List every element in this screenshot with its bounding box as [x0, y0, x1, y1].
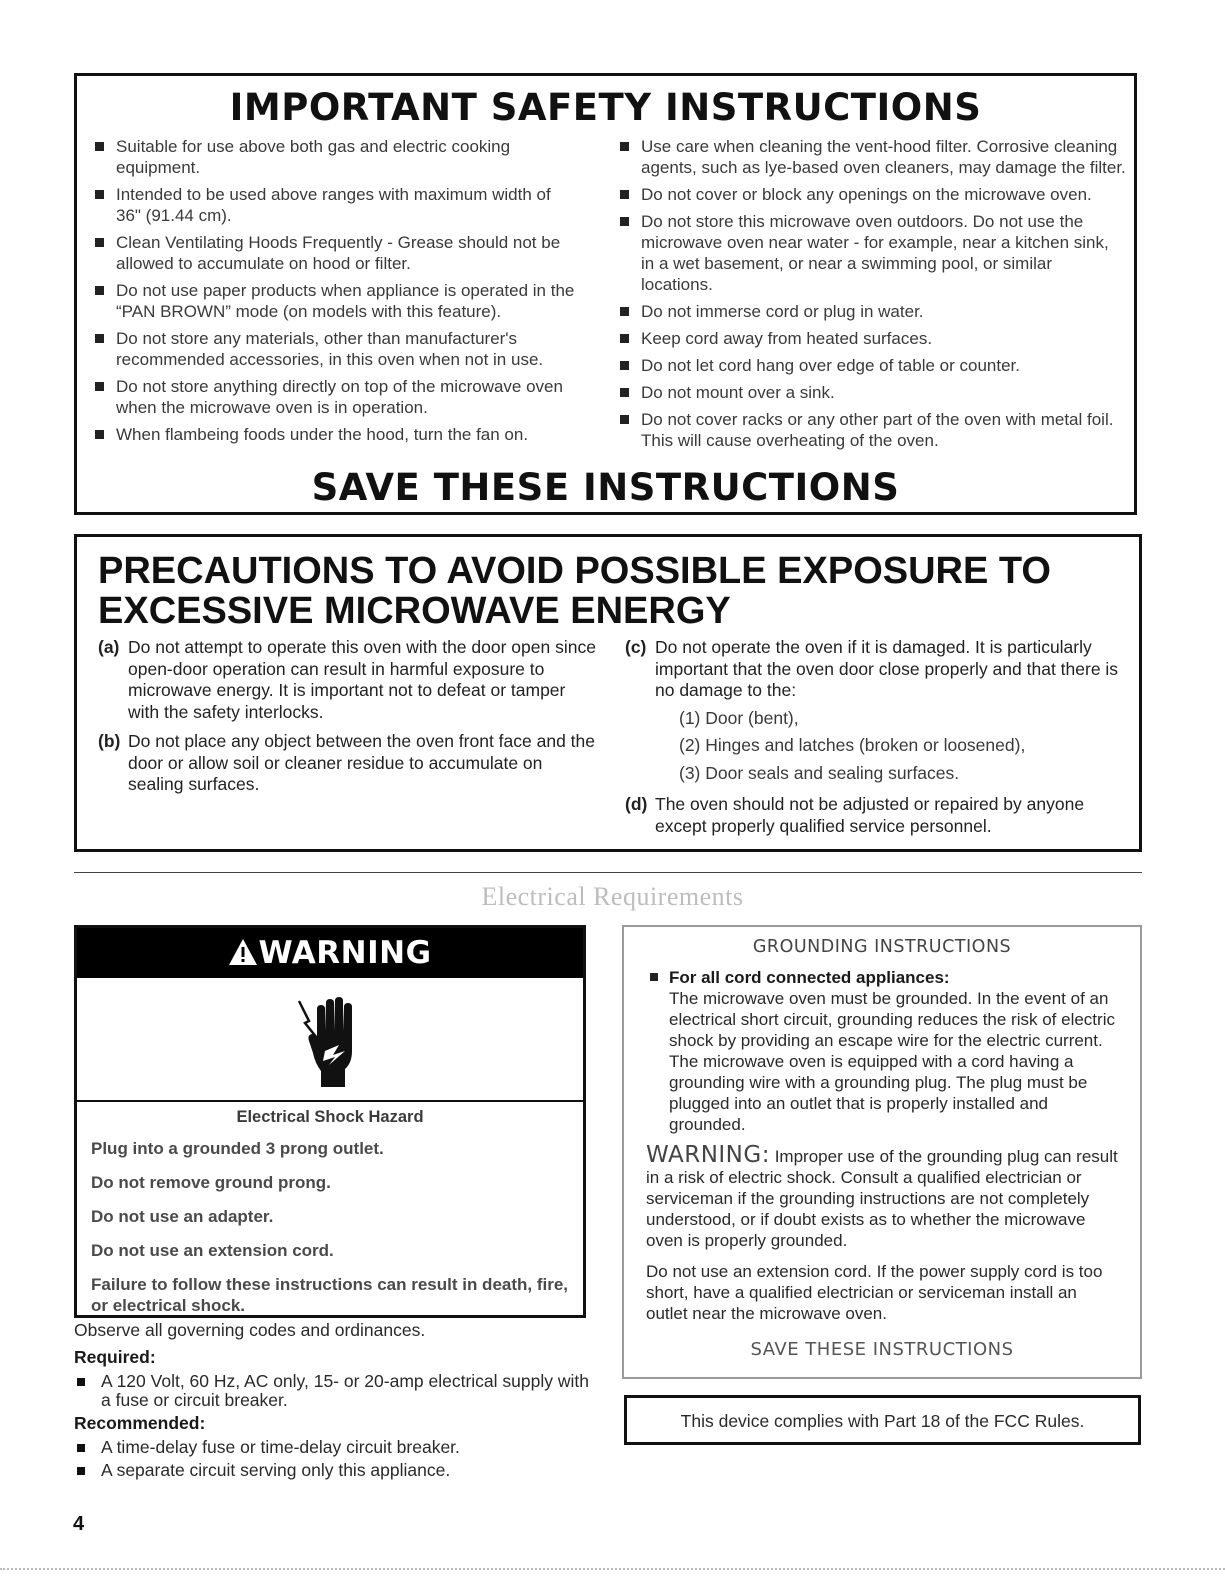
extension-cord-paragraph: Do not use an extension cord. If the power supply cord is too short, have a qualified electrician or serviceman install an outlet near the microwave oven. [646, 1262, 1103, 1323]
hazard-title: Electrical Shock Hazard [236, 1108, 424, 1126]
list-item: A time-delay fuse or time-delay circuit breaker. [74, 1438, 594, 1457]
item-text: Do not attempt to operate this oven with the door open since open-door operation can result in harmful exposure to microwave energy. It is important not to defeat or tamper with the safety interlocks. [128, 637, 596, 722]
grounding-paragraph: The microwave oven must be grounded. In the event of an electrical short circuit, grounding reduces the risk of electric shock by providing an escape wire for the electric current. The microwave oven is equipped with a cord having a grounding wire with a grounding plug. The plug must be plugged into an outlet that is properly installed and grounded. [669, 989, 1115, 1134]
list-item: Suitable for use above both gas and electric cooking equipment. [89, 136, 579, 178]
list-item: Keep cord away from heated surfaces. [614, 328, 1126, 349]
list-item: Do not let cord hang over edge of table or counter. [614, 355, 1126, 376]
warning-line: Do not remove ground prong. [91, 1173, 331, 1192]
warning-divider [77, 1100, 583, 1102]
sublist-item: (2) Hinges and latches (broken or loosened), [679, 735, 1026, 755]
warning-instructions [91, 1138, 571, 1329]
safety-instructions-box [74, 73, 1137, 515]
item-text: The oven should not be adjusted or repaired by anyone except properly qualified service personnel. [655, 794, 1085, 836]
sublist-item: (3) Door seals and sealing surfaces. [679, 762, 960, 783]
precautions-right-column [625, 637, 1125, 845]
warning-triangle-icon [228, 938, 258, 971]
fcc-notice-box [624, 1395, 1141, 1445]
precautions-box [74, 534, 1142, 852]
list-item: Do not use paper products when appliance is operated in the “PAN BROWN” mode (on models with this feature). [89, 280, 579, 322]
page-number: 4 [73, 1513, 85, 1535]
list-item: A 120 Volt, 60 Hz, AC only, 15- or 20-amp electrical supply with a fuse or circuit breaker. [74, 1372, 594, 1409]
grounding-save-heading: SAVE THESE INSTRUCTIONS [750, 1339, 1014, 1360]
sublist-item: (1) Door (bent), [679, 707, 799, 728]
warning-line: Do not use an extension cord. [91, 1241, 334, 1260]
electrical-requirements-title: Electrical Requirements [481, 882, 744, 911]
item-text: Do not place any object between the oven front face and the door or allow soil or cleaner residue to accumulate on sealing surfaces. [128, 731, 595, 794]
list-item: Do not store this microwave oven outdoors. Do not use the microwave oven near water - for example, near a kitchen sink, in a wet basement, or near a swimming pool, or similar locations. [614, 211, 1126, 295]
warning-box [74, 925, 586, 1318]
list-item: A separate circuit serving only this appliance. [74, 1461, 594, 1480]
grounding-body [648, 967, 1123, 1324]
required-heading: Required: [74, 1347, 156, 1367]
observe-codes-text: Observe all governing codes and ordinances. [74, 1320, 426, 1340]
list-item: Do not store anything directly on top of the microwave oven when the microwave oven is in operation. [89, 376, 579, 418]
precaution-item-a [98, 637, 598, 723]
damage-sublist [655, 708, 1125, 785]
grounding-instructions-box [622, 925, 1142, 1379]
list-item: Use care when cleaning the vent-hood filter. Corrosive cleaning agents, such as lye-based oven cleaners, may damage the filter. [614, 136, 1126, 178]
item-label: (d) [625, 794, 648, 814]
item-text: Do not operate the oven if it is damaged. It is particularly important that the oven door close properly and that there is no damage to the: [655, 637, 1119, 700]
precaution-item-d [625, 794, 1125, 837]
list-item: Do not mount over a sink. [614, 382, 1126, 403]
electrical-requirements-text [74, 1320, 594, 1483]
list-item: When flambeing foods under the hood, turn the fan on. [89, 424, 579, 445]
precautions-left-column [98, 637, 598, 804]
grounding-subheading: For all cord connected appliances: [648, 967, 1123, 988]
safety-right-list [614, 136, 1126, 457]
grounding-title: GROUNDING INSTRUCTIONS [752, 937, 1012, 957]
list-item: Do not immerse cord or plug in water. [614, 301, 1126, 322]
bottom-rule [0, 1568, 1225, 1570]
warning-text: Improper use of the grounding plug can result in a risk of electric shock. Consult a qualified electrician or serviceman if the grounding instructions are not completely understood, or if doubt exists as to whether the microwave oven is properly grounded. [646, 1147, 1118, 1250]
precaution-item-c [625, 637, 1125, 784]
safety-left-list [89, 136, 579, 451]
list-item: Do not store any materials, other than manufacturer's recommended accessories, in this oven when not in use. [89, 328, 579, 370]
grounding-warning [646, 1142, 1123, 1251]
warning-header [77, 928, 583, 978]
precaution-item-b [98, 731, 598, 796]
fcc-notice-text: This device complies with Part 18 of the FCC Rules. [680, 1411, 1085, 1431]
warning-label: WARNING [258, 935, 432, 971]
precautions-title: PRECAUTIONS TO AVOID POSSIBLE EXPOSURE TO EXCESSIVE MICROWAVE ENERGY [98, 550, 1051, 632]
item-label: (b) [98, 731, 121, 751]
safety-title: IMPORTANT SAFETY INSTRUCTIONS [229, 86, 982, 129]
list-item: Clean Ventilating Hoods Frequently - Grease should not be allowed to accumulate on hood or filter. [89, 232, 579, 274]
warning-line: Failure to follow these instructions can result in death, fire, or electrical shock. [91, 1275, 569, 1315]
warning-line: Do not use an adapter. [91, 1207, 274, 1226]
item-label: (c) [625, 637, 647, 657]
section-divider [74, 872, 1142, 873]
electric-shock-hand-icon [295, 991, 365, 1096]
recommended-heading: Recommended: [74, 1413, 206, 1433]
recommended-list [74, 1438, 594, 1479]
save-instructions-heading: SAVE THESE INSTRUCTIONS [311, 466, 900, 509]
warning-line: Plug into a grounded 3 prong outlet. [91, 1139, 384, 1158]
required-list [74, 1372, 594, 1409]
warning-word: WARNING: [646, 1142, 770, 1168]
item-label: (a) [98, 637, 120, 657]
list-item: Do not cover or block any openings on the microwave oven. [614, 184, 1126, 205]
list-item: Do not cover racks or any other part of the oven with metal foil. This will cause overheating of the oven. [614, 409, 1126, 451]
list-item: Intended to be used above ranges with maximum width of 36" (91.44 cm). [89, 184, 579, 226]
